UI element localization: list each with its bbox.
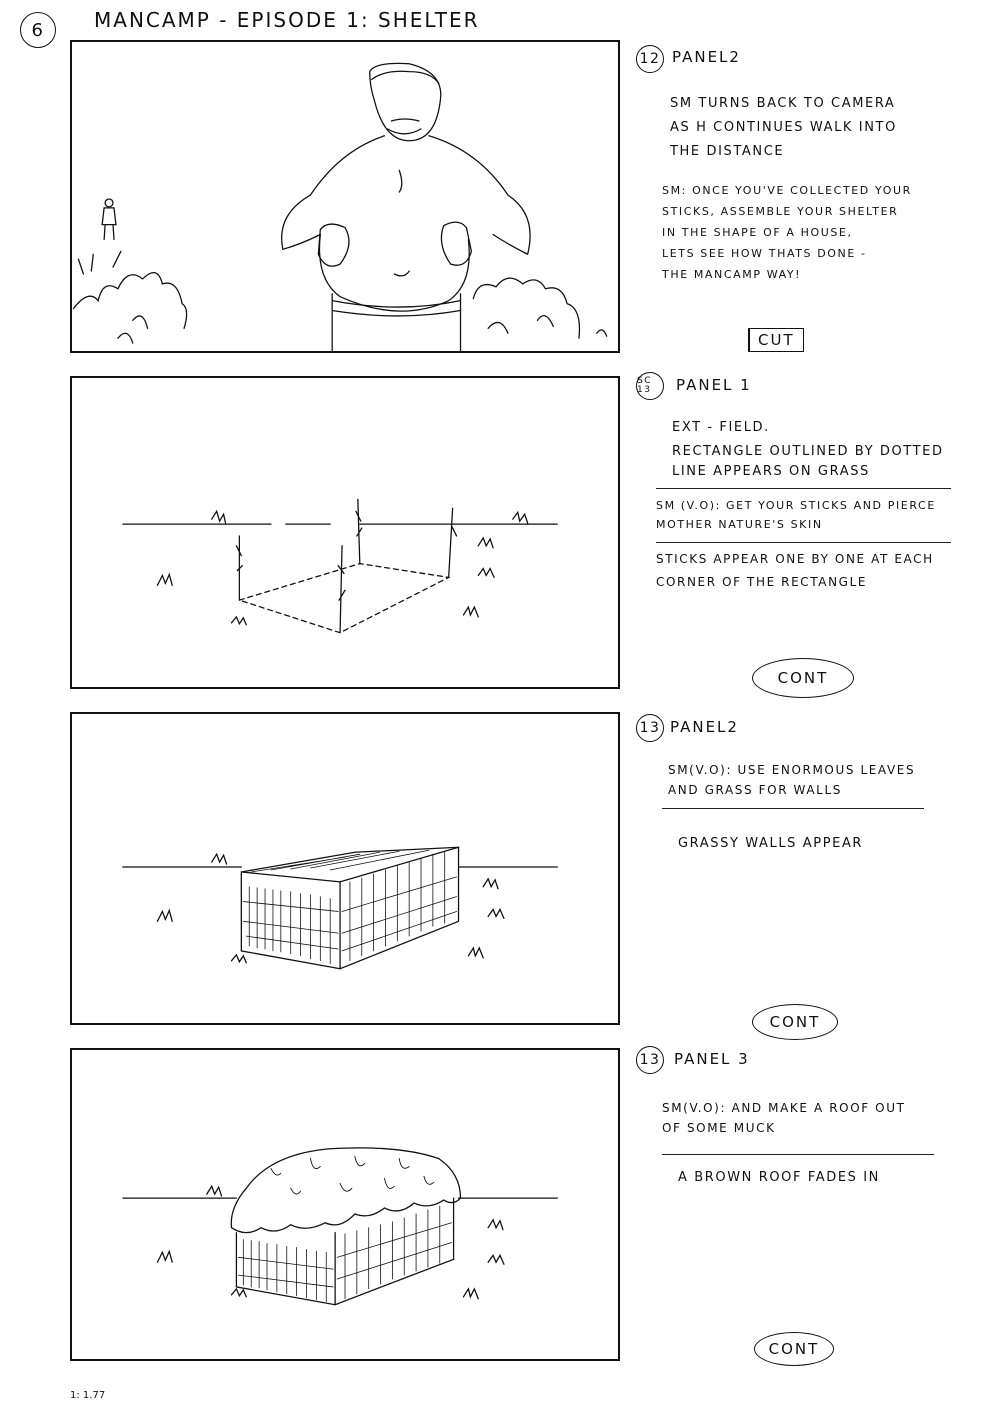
sketch-sticks-in-rectangle: [72, 378, 618, 687]
notes-panel-2: [636, 370, 966, 700]
panel-label: PANEL2: [670, 718, 739, 736]
divider: [662, 808, 924, 809]
storyboard-frame-4: [70, 1048, 620, 1361]
dialogue-note: SM(V.O): USE ENORMOUS LEAVES AND GRASS FOR WALLS: [668, 763, 916, 797]
storyboard-frame-1: [70, 40, 620, 353]
page-title: MANCAMP - EPISODE 1: SHELTER: [94, 8, 480, 32]
sketch-grassy-walls: [72, 714, 618, 1023]
action-note: STICKS APPEAR ONE BY ONE AT EACH CORNER OF THE RECTANGLE: [656, 552, 934, 589]
transition-cont: CONT: [752, 1004, 838, 1040]
divider: [656, 542, 951, 543]
scene-number: 13: [636, 714, 664, 742]
sketch-hut-with-roof: [72, 1050, 618, 1359]
notes-panel-1: [636, 40, 966, 370]
scene-number: 13: [636, 1046, 664, 1074]
panel-label: PANEL 3: [674, 1050, 750, 1068]
action-note: A BROWN ROOF FADES IN: [678, 1170, 880, 1185]
action-note: GRASSY WALLS APPEAR: [678, 836, 864, 851]
storyboard-frame-2: [70, 376, 620, 689]
transition-cut: CUT: [748, 328, 804, 352]
divider: [662, 1154, 934, 1155]
transition-cont: CONT: [754, 1332, 834, 1366]
panel-label: PANEL2: [672, 48, 741, 66]
action-note: RECTANGLE OUTLINED BY DOTTED LINE APPEARS ON GRASS: [672, 444, 944, 479]
divider: [656, 488, 951, 489]
sketch-man-in-field: [72, 42, 618, 351]
notes-panel-4: [636, 1046, 966, 1376]
page-number: 6: [20, 12, 56, 48]
notes-panel-3: [636, 712, 966, 1042]
transition-cont: CONT: [752, 658, 854, 698]
action-note: SM TURNS BACK TO CAMERA AS H CONTINUES WALK INTO THE DISTANCE: [670, 96, 897, 159]
scene-number: SC 13: [636, 372, 664, 400]
dialogue-note: SM (V.O): GET YOUR STICKS AND PIERCE MOTHER NATURE'S SKIN: [656, 499, 936, 531]
location-note: EXT - FIELD.: [672, 420, 770, 435]
storyboard-frame-3: [70, 712, 620, 1025]
dialogue-note: SM: ONCE YOU'VE COLLECTED YOUR STICKS, ASSEMBLE YOUR SHELTER IN THE SHAPE OF A HOUSE, LETS SEE HOW THATS DONE - THE MANCAMP WAY!: [662, 184, 912, 281]
scene-number: 12: [636, 45, 664, 73]
panel-label: PANEL 1: [676, 376, 752, 394]
dialogue-note: SM(V.O): AND MAKE A ROOF OUT OF SOME MUCK: [662, 1101, 906, 1135]
aspect-ratio: 1: 1.77: [70, 1390, 106, 1401]
